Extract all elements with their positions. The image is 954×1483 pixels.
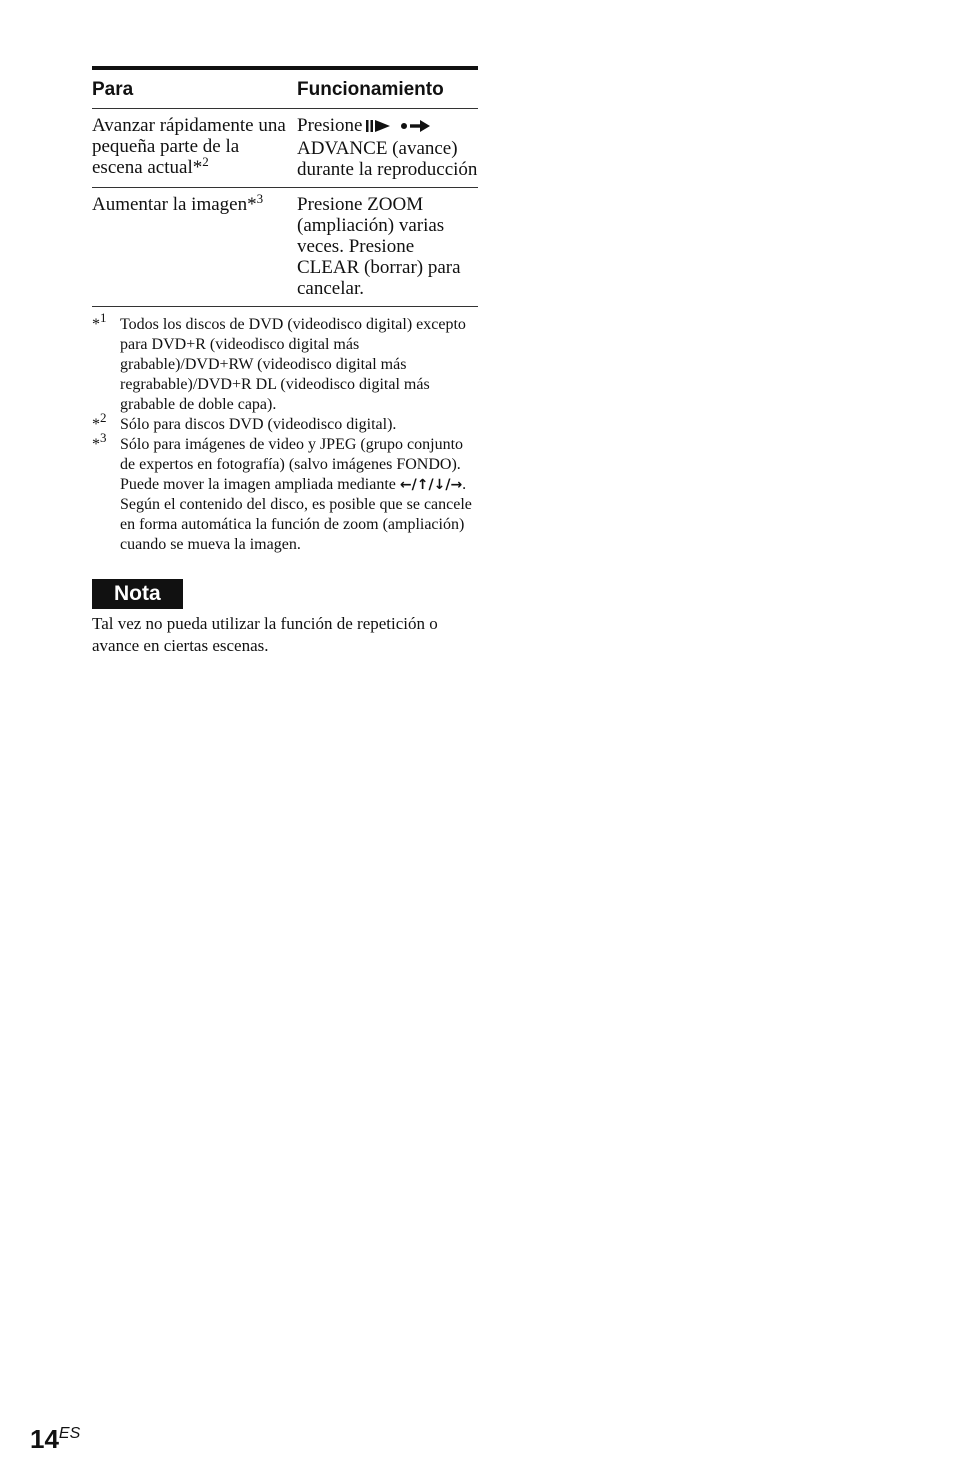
- footnote-item: [92, 310, 478, 415]
- operations-table: [92, 66, 478, 307]
- footnote-asterisk: *: [92, 416, 100, 433]
- footnote-text: [120, 435, 478, 555]
- footnote-item: [92, 410, 478, 435]
- table-header-row: [92, 68, 478, 109]
- footnote-number: 1: [100, 310, 107, 325]
- table-row: [92, 188, 478, 307]
- header-funcionamiento: Funcionamiento: [297, 68, 478, 109]
- footnote-text-pre: Sólo para imágenes de video y JPEG (grupo conjunto de expertos en fotografía) (salvo imágenes FONDO). Puede mover la imagen ampliada mediante: [120, 436, 464, 493]
- footnote-text: Todos los discos de DVD (videodisco digital) excepto para DVD+R (videodisco digital más grabable)/DVD+RW (videodisco digital más regrabable)/DVD+R DL (videodisco digital más grabable de doble capa).: [120, 316, 466, 413]
- row-func-post: ADVANCE (avance) durante la reproducción: [297, 138, 478, 180]
- footnote-mark: [92, 430, 120, 555]
- footnote-asterisk: *: [92, 436, 100, 453]
- footnote-number: 2: [100, 410, 107, 425]
- page-language: ES: [58, 1425, 81, 1442]
- footnote-asterisk: *: [92, 316, 100, 333]
- footnote-text: Sólo para discos DVD (videodisco digital).: [120, 416, 397, 433]
- footnotes: [92, 310, 478, 555]
- footnote-ref: 2: [202, 154, 209, 169]
- nota-text: Tal vez no pueda utilizar la función de repetición o avance en ciertas escenas.: [92, 614, 438, 655]
- footnote-item: [92, 430, 478, 555]
- row-func-pre: Presione: [297, 115, 363, 136]
- slow-forward-icon: [366, 117, 392, 138]
- footnote-text-post: . Según el contenido del disco, es posible que se cancele en forma automática la función de zoom (ampliación) cuando se mueva la imagen.: [120, 476, 472, 553]
- arrow-keys-icon: ←/↑/↓/→: [399, 477, 463, 493]
- footnote-ref: 3: [256, 191, 264, 206]
- nota-heading: Nota: [92, 579, 183, 609]
- row-para-text: Aumentar la imagen*: [92, 194, 257, 215]
- row-para-text: Avanzar rápidamente una pequeña parte de la escena actual*: [92, 115, 286, 178]
- table-row: [92, 109, 478, 188]
- header-para: Para: [92, 68, 297, 109]
- row-para-cell: [92, 109, 297, 188]
- page-number: [30, 1424, 80, 1455]
- footnote-mark: [92, 310, 120, 415]
- advance-icon: [400, 117, 432, 138]
- page-number-value: 14: [30, 1424, 59, 1454]
- content-column: [92, 66, 478, 657]
- row-func-cell: Presione ZOOM (ampliación) varias veces. Presione CLEAR (borrar) para cancelar.: [297, 188, 478, 307]
- footnote-number: 3: [100, 430, 107, 445]
- row-para-cell: [92, 188, 297, 307]
- row-func-cell: [297, 109, 478, 188]
